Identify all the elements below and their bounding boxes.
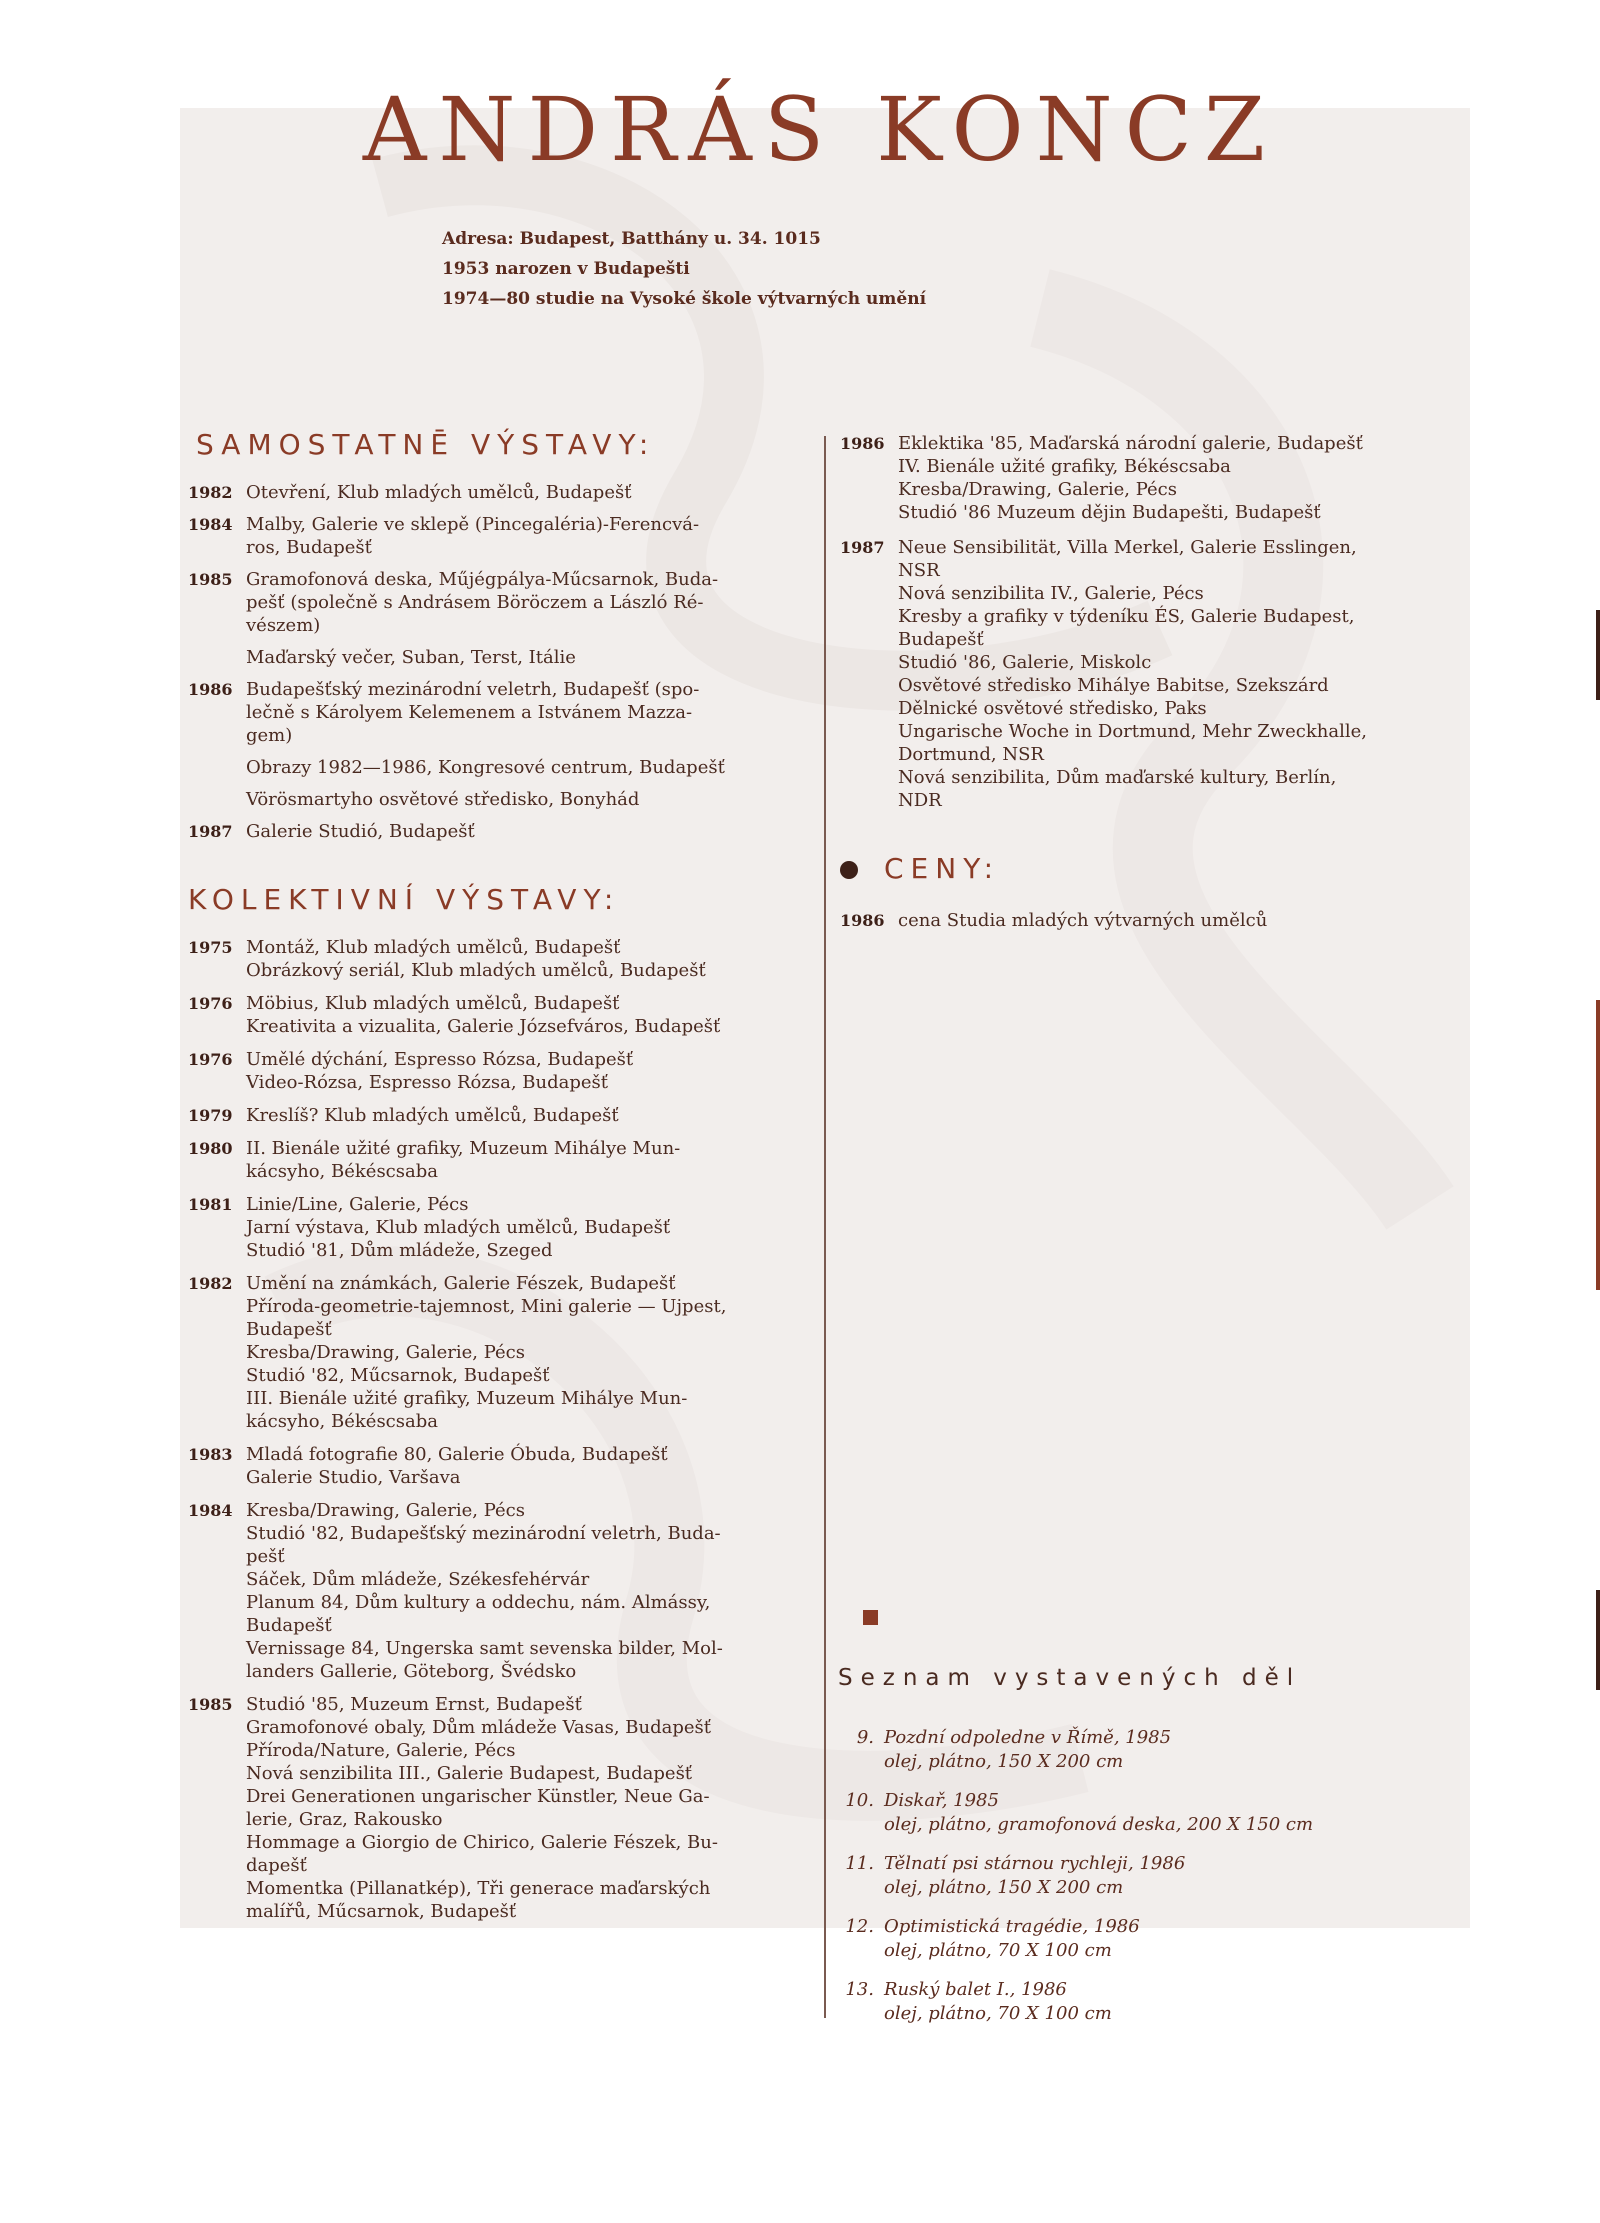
entry-line: Umění na známkách, Galerie Fészek, Budapešť — [246, 1273, 676, 1294]
collective-entry — [188, 992, 816, 1038]
entry-line: Kresba/Drawing, Galerie, Pécs — [898, 479, 1177, 500]
entry-year: 1986 — [840, 434, 885, 453]
entry-line: Möbius, Klub mladých umělců, Budapešť — [246, 993, 620, 1014]
entry-year: 1985 — [188, 1695, 233, 1714]
entry-line: IV. Bienále užité grafiky, Békéscsaba — [898, 456, 1231, 477]
collective-entry — [188, 1193, 816, 1262]
entry-line: Maďarský večer, Suban, Terst, Itálie — [246, 647, 576, 668]
entry-line: Nová senzibilita IV., Galerie, Pécs — [898, 583, 1204, 604]
entry-year: 1976 — [188, 1050, 233, 1069]
entry-year: 1976 — [188, 994, 233, 1013]
entry-year: 1987 — [188, 822, 233, 841]
solo-entry — [188, 568, 816, 637]
page-edge-mark — [1596, 1000, 1600, 1290]
entry-line: cena Studia mladých výtvarných umělců — [898, 910, 1268, 931]
entry-line: Umělé dýchání, Espresso Rózsa, Budapešť — [246, 1049, 634, 1070]
entry-line: Kresby a grafiky v týdeníku ÉS, Galerie Budapest, — [898, 606, 1355, 627]
entry-line: Vernissage 84, Ungerska samt sevenska bilder, Mol- — [246, 1638, 723, 1659]
entry-year: 1982 — [188, 483, 233, 502]
entry-line: Momentka (Pillanatkép), Tři generace maďarských — [246, 1878, 711, 1899]
work-number: 12. — [845, 1916, 874, 1937]
work-detail: olej, plátno, 150 X 200 cm — [884, 1877, 1124, 1898]
entry-line: Obrazy 1982—1986, Kongresové centrum, Budapešť — [246, 757, 725, 778]
work-item — [832, 1915, 1472, 1963]
work-number: 9. — [856, 1727, 874, 1748]
entry-line: Studió '86, Galerie, Miskolc — [898, 652, 1152, 673]
entry-line: kácsyho, Békéscsaba — [246, 1411, 438, 1432]
entry-line: malířů, Műcsarnok, Budapešť — [246, 1901, 517, 1922]
entry-line: Nová senzibilita, Dům maďarské kultury, Berlín, — [898, 767, 1337, 788]
awards-heading — [840, 852, 1472, 885]
entry-line: Kreslíš? Klub mladých umělců, Budapešť — [246, 1105, 619, 1126]
award-entry — [840, 909, 1472, 932]
entry-line: Dělnické osvětové středisko, Paks — [898, 698, 1207, 719]
entry-line: Budapešť — [246, 1319, 332, 1340]
entry-line: Planum 84, Dům kultury a oddechu, nám. Almássy, — [246, 1592, 711, 1613]
work-detail: olej, plátno, 70 X 100 cm — [884, 1940, 1112, 1961]
entry-year: 1979 — [188, 1106, 233, 1125]
entry-line: Kresba/Drawing, Galerie, Pécs — [246, 1342, 525, 1363]
entry-line: lerie, Graz, Rakousko — [246, 1809, 443, 1830]
entry-line: Příroda/Nature, Galerie, Pécs — [246, 1740, 516, 1761]
entry-line: landers Gallerie, Göteborg, Švédsko — [246, 1661, 577, 1682]
entry-year: 1985 — [188, 570, 233, 589]
collective-exhibitions-heading: KOLEKTIVNÍ VÝSTAVY: — [188, 883, 621, 916]
entry-year: 1986 — [188, 680, 233, 699]
entry-line: Ungarische Woche in Dortmund, Mehr Zweckhalle, — [898, 721, 1367, 742]
entry-line: Studió '86 Muzeum dějin Budapešti, Budapešť — [898, 502, 1321, 523]
bullet-dot-icon — [840, 861, 858, 879]
entry-line: Gramofonové obaly, Dům mládeže Vasas, Budapešť — [246, 1717, 712, 1738]
entry-line: dapešť — [246, 1855, 307, 1876]
collective-entry — [188, 1499, 816, 1683]
entry-year: 1975 — [188, 938, 233, 957]
entry-line: Video-Rózsa, Espresso Rózsa, Budapešť — [246, 1072, 609, 1093]
entry-line: Jarní výstava, Klub mladých umělců, Budapešť — [246, 1217, 671, 1238]
entry-line: Budapešť — [898, 629, 984, 650]
entry-line: Osvětové středisko Mihálye Babitse, Szekszárd — [898, 675, 1329, 696]
collective-entry — [188, 1048, 816, 1094]
work-number: 10. — [845, 1790, 874, 1811]
collective-entry — [840, 536, 1472, 812]
entry-line: Hommage a Giorgio de Chirico, Galerie Fészek, Bu- — [246, 1832, 718, 1853]
entry-line: Drei Generationen ungarischer Künstler, Neue Ga- — [246, 1786, 710, 1807]
entry-line: NSR — [898, 560, 940, 581]
entry-line: Kreativita a vizualita, Galerie Józsefváros, Budapešť — [246, 1016, 721, 1037]
collective-entry — [840, 432, 1472, 524]
artist-bio — [442, 224, 926, 314]
entry-line: Sáček, Dům mládeže, Székesfehérvár — [246, 1569, 590, 1590]
page-edge-mark — [1596, 610, 1600, 700]
entry-line: Mladá fotografie 80, Galerie Óbuda, Budapešť — [246, 1444, 668, 1465]
entry-year: 1984 — [188, 515, 233, 534]
entry-line: Vörösmartyho osvětové středisko, Bonyhád — [246, 789, 640, 810]
work-detail: olej, plátno, 70 X 100 cm — [884, 2003, 1112, 2024]
works-list-heading: Seznam vystavených děl — [838, 1665, 1302, 1691]
entry-line: Studió '82, Műcsarnok, Budapešť — [246, 1365, 550, 1386]
left-column — [188, 428, 816, 1933]
entry-line: Galerie Studió, Budapešť — [246, 821, 475, 842]
entry-line: Gramofonová deska, Műjégpálya-Műcsarnok, Buda- — [246, 569, 719, 590]
entry-line: NDR — [898, 790, 942, 811]
entry-year: 1983 — [188, 1445, 233, 1464]
entry-line: Obrázkový seriál, Klub mladých umělců, Budapešť — [246, 960, 706, 981]
entry-line: III. Bienále užité grafiky, Muzeum Mihálye Mun- — [246, 1388, 688, 1409]
entry-line: gem) — [246, 725, 293, 746]
column-divider — [824, 436, 826, 2018]
collective-entry — [188, 1443, 816, 1489]
solo-entry — [188, 820, 816, 843]
bio-birth: 1953 narozen v Budapešti — [442, 259, 690, 279]
entry-line: Kresba/Drawing, Galerie, Pécs — [246, 1500, 525, 1521]
works-list — [832, 1726, 1472, 2041]
solo-entry — [188, 481, 816, 504]
solo-entry — [188, 513, 816, 559]
entry-line: Studió '81, Dům mládeže, Szeged — [246, 1240, 553, 1261]
entry-line: Studió '82, Budapešťský mezinárodní veletrh, Buda- — [246, 1523, 721, 1544]
entry-line: kácsyho, Békéscsaba — [246, 1161, 438, 1182]
entry-line: vészem) — [246, 615, 321, 636]
entry-line: Dortmund, NSR — [898, 744, 1044, 765]
entry-line: Linie/Line, Galerie, Pécs — [246, 1194, 469, 1215]
work-detail: olej, plátno, 150 X 200 cm — [884, 1751, 1124, 1772]
collective-entry — [188, 1104, 816, 1127]
work-title: Pozdní odpoledne v Římě, 1985 — [884, 1727, 1172, 1748]
bio-address: Adresa: Budapest, Batthány u. 34. 1015 — [442, 229, 821, 249]
entry-line: Otevření, Klub mladých umělců, Budapešť — [246, 482, 632, 503]
solo-entry — [188, 678, 816, 747]
work-title: Optimistická tragédie, 1986 — [884, 1916, 1140, 1937]
entry-line: Eklektika '85, Maďarská národní galerie, Budapešť — [898, 433, 1363, 454]
entry-line: pešť — [246, 1546, 285, 1567]
entry-line: Příroda-geometrie-tajemnost, Mini galerie — Ujpest, — [246, 1296, 727, 1317]
work-item — [832, 1789, 1472, 1837]
entry-line: Galerie Studio, Varšava — [246, 1467, 461, 1488]
work-item — [832, 1852, 1472, 1900]
right-column — [840, 432, 1472, 932]
entry-line: Nová senzibilita III., Galerie Budapest, Budapešť — [246, 1763, 693, 1784]
entry-year: 1987 — [840, 538, 885, 557]
solo-entry — [188, 788, 816, 811]
artist-name-title: ANDRÁS KONCZ — [362, 78, 1278, 181]
entry-line: Neue Sensibilität, Villa Merkel, Galerie Esslingen, — [898, 537, 1357, 558]
solo-entry — [188, 646, 816, 669]
work-item — [832, 1726, 1472, 1774]
awards-heading-text: CENY: — [884, 852, 1001, 885]
entry-year: 1984 — [188, 1501, 233, 1520]
square-bullet-icon — [863, 1610, 878, 1625]
work-number: 13. — [845, 1979, 874, 2000]
work-detail: olej, plátno, gramofonová deska, 200 X 150 cm — [884, 1814, 1314, 1835]
entry-line: II. Bienále užité grafiky, Muzeum Mihálye Mun- — [246, 1138, 681, 1159]
bio-studies: 1974—80 studie na Vysoké škole výtvarných umění — [442, 289, 927, 309]
work-title: Tělnatí psi stárnou rychleji, 1986 — [884, 1853, 1186, 1874]
entry-year: 1981 — [188, 1195, 233, 1214]
collective-entry — [188, 1693, 816, 1923]
collective-entry — [188, 1137, 816, 1183]
entry-line: Budapešťský mezinárodní veletrh, Budapešť (spo- — [246, 679, 700, 700]
collective-entry — [188, 1272, 816, 1433]
solo-entry — [188, 756, 816, 779]
work-number: 11. — [845, 1853, 874, 1874]
entry-year: 1982 — [188, 1274, 233, 1293]
entry-line: Malby, Galerie ve sklepě (Pincegaléria)-Ferencvá- — [246, 514, 700, 535]
entry-line: pešť (společně s Andrásem Böröczem a László Ré- — [246, 592, 704, 613]
entry-year: 1986 — [840, 911, 885, 930]
page-edge-mark — [1596, 1590, 1600, 1690]
entry-year: 1980 — [188, 1139, 233, 1158]
collective-entry — [188, 936, 816, 982]
entry-line: Studió '85, Muzeum Ernst, Budapešť — [246, 1694, 582, 1715]
entry-line: Montáž, Klub mladých umělců, Budapešť — [246, 937, 621, 958]
work-item — [832, 1978, 1472, 2026]
entry-line: lečně s Károlyem Kelemenem a Istvánem Mazza- — [246, 702, 693, 723]
entry-line: ros, Budapešť — [246, 537, 372, 558]
solo-exhibitions-heading: SAMOSTATNĒ VÝSTAVY: — [196, 428, 656, 461]
work-title: Ruský balet I., 1986 — [884, 1979, 1067, 2000]
work-title: Diskař, 1985 — [884, 1790, 999, 1811]
entry-line: Budapešť — [246, 1615, 332, 1636]
